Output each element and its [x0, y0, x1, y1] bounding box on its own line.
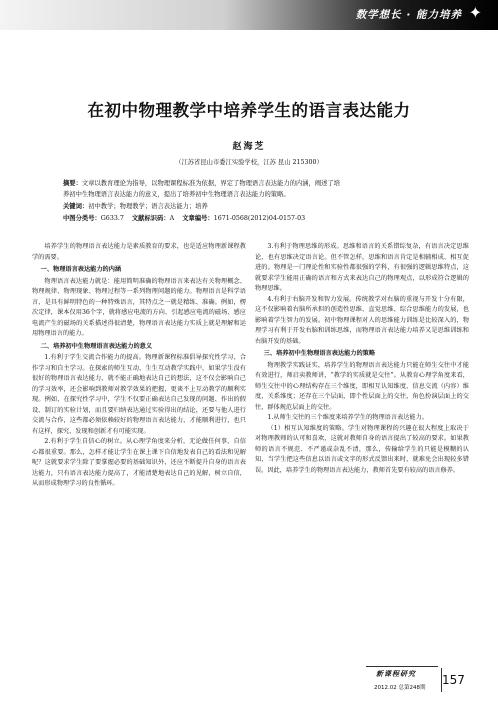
keywords-label: 关键词：	[63, 203, 89, 210]
paragraph: 培养学生的物理语言表达能力是素质教育的要求，也是适应物理新课程教学的需要。	[32, 243, 246, 261]
paragraph: 1.有利于学生交流合作能力的提高。物理新课程标准倡导探究性学习、合作学习和自主学习。在探索的师生互动、生生互动教学实践中，如果学生没有很好的物理语言表达能力，就不能正确地表达自己的想法，这不仅会影响自己的学习效率，还会影响到教师对教学效果的把握，更谈不上互动教学的顺利实现。例如，在探究性学习中，学生不仅要正确表达自己发现的问题、作出的假设、制订的实验计划，而且要归纳表达通过实验得出的结论，还要与他人进行交流与合作，这些都必须依赖较好的物理语言表达能力，才能顺利进行，也只有这样，探究、发现和创新才有可能实现。	[32, 354, 246, 435]
clc-value: G633.7	[100, 215, 124, 222]
page-title: 在初中物理教学中培养学生的语言表达能力	[87, 101, 411, 120]
keywords	[63, 201, 463, 212]
clc-label: 中图分类号：	[63, 215, 101, 222]
author: 赵海芝	[232, 142, 266, 152]
paragraph: （1）相互认知维度的策略。学生对物理课程的兴趣在很大程度上取决于对物理教师的认可和喜欢，这就对教师自身的语言提出了较高的要求。如果教师的语言不规范、不严谨或杂乱不清，那么，传输给学生的只能是模糊的认知，当学生把这些信息以语言或文字的形式反馈出来时，就难免会出现较多错误。因此，培养学生的物理语言表达能力，教师首先要有较高的语言修养。	[255, 424, 469, 474]
right-column	[255, 242, 469, 476]
page-number: 157	[441, 668, 462, 692]
header-banner	[0, 0, 498, 30]
classification	[63, 213, 463, 224]
abstract-line: 文章以教育理论为指导，以物理课程标准为依据，界定了物理语言表达能力的内涵，阐述了培	[81, 180, 341, 187]
paragraph: 物理语言表达能力就是：能用简明准确的物理语言来表达有关物理概念、物理规律、物理现象、物理过程等一系列物理问题的能力。物理语言是科学语言，是具有鲜明特色的一种特殊语言，其特点之一就是精练、准确。例如，楞次定律，课本仅用36个字，就将感应电流的方向、引起感应电流的磁场、感应电流产生的磁场的关系描述得很清楚，物理语言表达能力实质上就是理解和运用物理语言的能力。	[32, 277, 246, 337]
paragraph: 2.有利于学生自信心的树立。从心理学角度来分析，无论做任何事，自信心都很重要。那么，怎样才能让学生在课上课下自信地发表自己的看法和见解呢？这就要求学生除了要掌握必要的基础知识外，还应不断提升自身的语言表达能力，只有语言表达能力提高了，才能清楚地表达自己的见解，树立自信，从而形成物理学习的良性循环。	[32, 438, 246, 487]
paragraph: 4.有利于右脑开发和智力发展。传统教学对右脑的重视与开发十分有限，这不仅影响着右脑所承担的创造性思维、直觉思维、综合思维能力的发展，也影响着学生智力的发展。初中物理课程对人的思维能力训练是比较深入的，物理学习有利于开发右脑和训练思维，而物理语言表达能力培养又是思维训练和右脑开发的基础。	[255, 295, 469, 345]
section-heading: 二、培养初中生物理语言表达能力的意义	[40, 342, 153, 350]
doc-label: 文献标识码：	[131, 215, 170, 222]
paragraph: 3.有利于物理思维的形成。思维和语言的关系错综复杂，有语言决定思维论，也有思维决定语言论。但不管怎样，思维和语言肯定是相辅相成、相互促进的。物理是一门理论性和实验性都很强的学科，有很强的逻辑思维特点，这就要求学生能用正确的语言和方式来表达自己的物理观点，以形成符合逻辑的物理思维。	[255, 243, 469, 292]
abstract	[63, 178, 463, 200]
paragraph: 1.从师生交往的三个维度来培养学生的物理语言表达能力。	[267, 414, 428, 421]
article-number: 1671-0568(2012)04-0157-03	[213, 215, 306, 222]
section-heading: 一、物理语言表达能力的内涵	[40, 266, 122, 273]
left-column	[32, 242, 246, 490]
banner-title: 数学想长 · 能力培养	[355, 9, 462, 21]
keywords-text: 初中教学；物理教学；语言表达能力；培养	[88, 203, 208, 210]
abstract-line: 养初中生物理语言表达能力的意义，提出了培养初中生物理语言表达能力的策略。	[63, 191, 290, 198]
abstract-label: 摘要：	[63, 180, 82, 187]
affiliation: （江苏省昆山市委江实验学校，江苏 昆山 215300）	[175, 159, 323, 166]
section-heading: 三、培养初中生物理语言表达能力的策略	[263, 350, 376, 357]
article-number-label: 文章编号：	[182, 215, 214, 222]
footer-date: 2012.02 总第248期	[374, 685, 426, 691]
footer-journal: 新课程研究	[376, 669, 416, 678]
star-icon: ✦	[468, 3, 482, 22]
doc-value: A	[169, 215, 175, 222]
paragraph: 物理教学实践证实，培养学生的物理语言表达能力只能在师生交往中才能有效进行，师启卖教师讲，“教学的实质就是交往”。从教育心理学角度来看，师生交往中的心理结构存在三个维度，即相互认知维度、信息交流（内容）维度，关系维度；还存在三个层面，即个性层面上的交往，角色扮演层面上的交往，群体规范层面上的交往。	[255, 361, 469, 411]
